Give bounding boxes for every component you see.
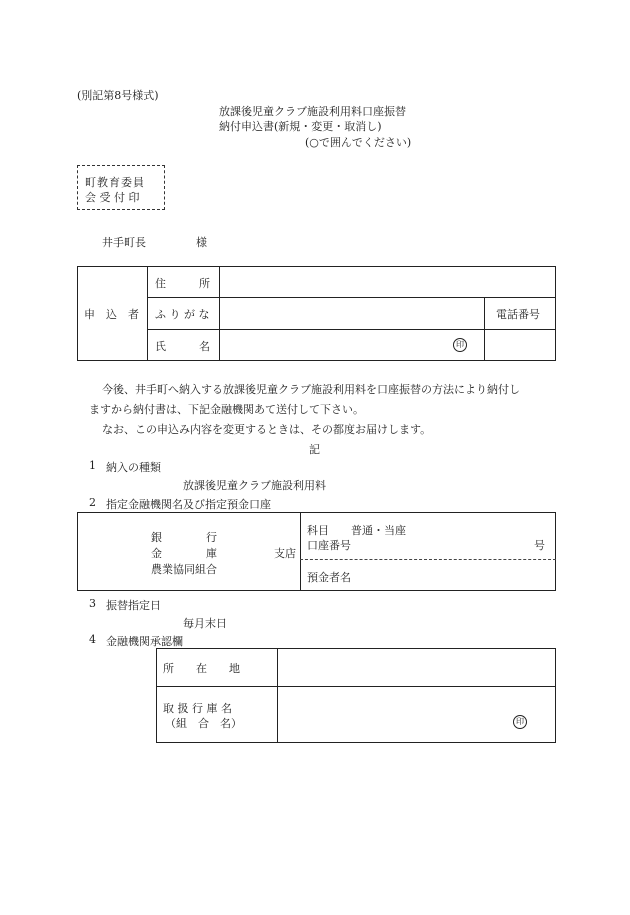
- applicant-group-label: 申 込 者: [84, 308, 139, 321]
- account-holder-field[interactable]: [360, 562, 554, 589]
- body-paragraph-2: なお、この申込み内容を変更するときは、その都度お届けします。: [102, 423, 432, 436]
- addressee-name: 井手町長: [102, 236, 146, 249]
- stamp-box-line-1: 町教育委員: [85, 176, 145, 189]
- account-type-label: 科目 普通・当座: [307, 524, 406, 537]
- name-label: 氏 名: [155, 340, 210, 353]
- section-3-label: 振替指定日: [106, 599, 161, 612]
- stamp-box-line-2: 会 受 付 印: [85, 191, 140, 204]
- section-3-value: 毎月末日: [183, 617, 227, 630]
- location-label: 所 在 地: [163, 662, 240, 675]
- section-3-number: 3: [89, 597, 96, 610]
- furigana-field[interactable]: [220, 298, 483, 328]
- title-note: (○で囲んでください): [305, 136, 412, 149]
- account-number-field[interactable]: [360, 535, 530, 553]
- branch-label: 支店: [274, 547, 296, 560]
- title-line-1: 放課後児童クラブ施設利用料口座振替: [219, 105, 406, 118]
- phone-field[interactable]: [485, 330, 555, 360]
- account-holder-label: 預金者名: [307, 571, 351, 584]
- handler-label: 取 扱 行 庫 名: [163, 702, 232, 715]
- phone-label: 電話番号: [496, 308, 540, 321]
- applicant-seal-icon: 印: [453, 338, 467, 352]
- bank-option-nokyo: 農業協同組合: [151, 563, 217, 576]
- section-2-label: 指定金融機関名及び指定預金口座: [106, 498, 271, 511]
- section-1-number: 1: [89, 459, 96, 472]
- section-4-number: 4: [89, 633, 96, 646]
- location-field[interactable]: [278, 649, 555, 685]
- address-label: 住 所: [155, 277, 210, 290]
- bank-option-kinko: 金 庫: [151, 547, 217, 560]
- title-line-2: 納付申込書(新規・変更・取消し): [219, 120, 382, 133]
- handler-field[interactable]: [278, 687, 508, 742]
- section-1-label: 納入の種類: [106, 461, 161, 474]
- bank-option-ginko: 銀 行: [151, 531, 217, 544]
- account-number-label: 口座番号: [307, 539, 351, 552]
- name-field[interactable]: [220, 330, 445, 360]
- body-paragraph-1-line-1: 今後、井手町へ納入する放課後児童クラブ施設利用料を口座振替の方法により納付し: [102, 383, 520, 396]
- address-field[interactable]: [220, 267, 555, 296]
- form-number: (別記第8号様式): [77, 89, 159, 102]
- account-number-suffix: 号: [534, 539, 545, 552]
- section-4-label: 金融機関承認欄: [106, 635, 183, 648]
- section-2-number: 2: [89, 496, 96, 509]
- bank-name-field[interactable]: [78, 513, 299, 590]
- section-1-value: 放課後児童クラブ施設利用料: [183, 479, 326, 492]
- approval-seal-icon: 印: [513, 715, 527, 729]
- handler-sub-label: （組 合 名）: [165, 717, 242, 730]
- ki-label: 記: [309, 443, 320, 456]
- furigana-label: ふ り が な: [155, 308, 210, 321]
- addressee-honorific: 様: [196, 236, 207, 249]
- body-paragraph-1-line-2: ますから納付書は、下記金融機関あて送付して下さい。: [89, 403, 364, 416]
